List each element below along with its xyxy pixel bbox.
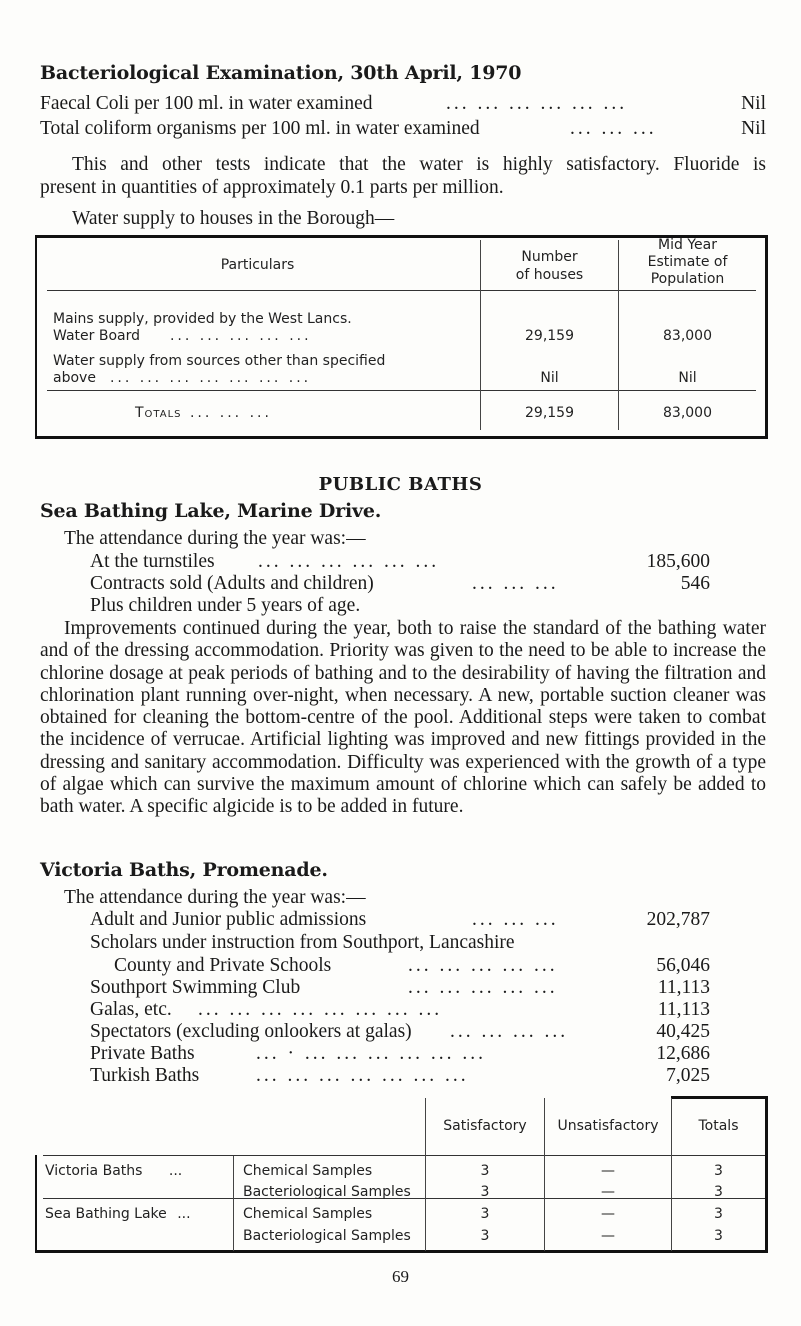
total-coliform-row [40,118,766,140]
row-value: 12,686 [656,1043,710,1064]
row-particulars-line1: Water supply from sources other than specified [53,353,386,369]
other-houses: Nil [540,370,559,386]
victoria-attendance-intro: The attendance during the year was:— [64,887,366,908]
row-label: County and Private Schools [114,955,332,976]
row-particulars-line2: above [53,370,96,386]
header-rule [43,1155,765,1156]
page-number: 69 [392,1267,409,1286]
row-label: At the turnstiles [90,551,215,572]
sea-row-contracts [90,573,710,595]
row-particulars-line1: Mains supply, provided by the West Lancs. [53,311,352,327]
col-divider-site [233,1156,234,1251]
row-total: 3 [714,1163,723,1179]
row-satisfactory: 3 [480,1163,490,1179]
victoria-row-scholars [90,932,710,954]
sea-attendance-intro: The attendance during the year was:— [64,528,366,549]
row-site-victoria [45,1163,182,1179]
sea-improvements-paragraph: Improvements continued during the year, both to raise the standard of the bathing water and of the dressing accommodation. Priority was given to the need to be able to increase the chlorine dosage at peak periods of bathing and to the desirability of having the filtration and chlorination plant running over-night, when necessary. A new, portable suction cleaner was obtained for cleaning the bottom-centre of the pool. Additional steps were taken to combat the incidence of verrucae. Artificial lighting was improved and new fittings provided in the dressing and sanitary accommodation. Difficulty was experienced with the growth of a type of algae which can survive the maximum amount of chlorine which can safely be added to bath water. A specific algicide is to be added in future. [40,618,766,818]
row-type: Bacteriological Samples [243,1184,411,1200]
row-type: Bacteriological Samples [243,1228,411,1244]
header-mid-year [619,237,756,288]
leader-dots: ... ... ... ... ... [408,955,558,976]
site-label: Sea Bathing Lake [45,1206,167,1222]
row-value: 7,025 [666,1065,710,1086]
sea-row-turnstiles [90,551,710,573]
row-value: 546 [680,573,710,594]
victoria-row-admissions [90,909,710,931]
header-number-houses [481,248,618,284]
totals-population: 83,000 [663,405,712,421]
row-value: 56,046 [656,955,710,976]
row-label: Turkish Baths [90,1065,200,1086]
row-label: Scholars under instruction from Southport, Lancashire [90,932,515,953]
totals-houses: 29,159 [525,405,574,421]
leader-dots: ... ... ... ... ... ... [446,93,628,114]
victoria-row-private-baths [90,1043,710,1065]
leader-dots: ... ... ... ... ... ... ... [256,1065,469,1086]
row-total: 3 [714,1184,723,1200]
totals-rule [47,390,756,391]
leader-dots: ... [177,1206,191,1222]
totals-label: Totals [135,405,182,421]
leader-dots: ... ... ... ... ... [169,328,312,344]
row-total: 3 [714,1228,723,1244]
header-mid-line1: Mid Year [658,237,717,253]
leader-dots: ... [168,1163,183,1179]
victoria-row-galas [90,999,710,1021]
victoria-row-swimming-club [90,977,710,999]
fluoride-para-line1: This and other tests indicate that the water is highly satisfactory. Fluoride is [72,154,766,175]
table-right-rule [765,1096,768,1253]
row-value: 185,600 [646,551,710,572]
row-type: Chemical Samples [243,1206,373,1222]
row-value: 11,113 [657,999,710,1020]
table-right-rule [765,235,768,439]
table-row-other-sources [53,353,385,387]
row-value: 11,113 [657,977,710,998]
row-value: Nil [741,93,766,114]
row-label: Galas, etc. [90,999,172,1020]
victoria-row-turkish-baths [90,1065,710,1087]
row-satisfactory: 3 [480,1184,490,1200]
row-label: Private Baths [90,1043,195,1064]
leader-dots: ... ... ... [189,405,272,421]
leader-dots: ... ... ... ... ... [408,977,558,998]
header-mid-line3: Population [650,271,725,287]
header-totals: Totals [698,1118,739,1134]
leader-dots: ... ... ... [472,573,559,594]
row-label: Adult and Junior public admissions [90,909,367,930]
row-value: Nil [741,118,766,139]
sea-under5-note: Plus children under 5 years of age. [90,595,361,616]
row-type: Chemical Samples [243,1163,373,1179]
site-label: Victoria Baths [45,1163,143,1179]
fluoride-para-line2: present in quantities of approximately 0.1 parts per million. [40,177,504,198]
row-label: Southport Swimming Club [90,977,301,998]
row-unsatisfactory: — [601,1206,615,1222]
header-unsatisfactory: Unsatisfactory [557,1118,659,1134]
row-total: 3 [714,1206,723,1222]
water-supply-table [35,235,768,439]
row-value: 202,787 [646,909,710,930]
victoria-row-spectators [90,1021,710,1043]
leader-dots: ... ... ... ... [450,1021,569,1042]
leader-dots: ... ... ... [570,118,657,139]
row-unsatisfactory: — [601,1228,615,1244]
row-satisfactory: 3 [480,1206,490,1222]
row-unsatisfactory: — [601,1163,615,1179]
leader-dots: ... · ... ... ... ... ... ... [256,1043,486,1064]
bacteriological-heading: Bacteriological Examination, 30th April, 1970 [40,62,522,84]
header-satisfactory: Satisfactory [443,1118,527,1134]
row-site-sea-lake [45,1206,191,1222]
header-number-line1: Number [521,249,578,265]
row-label: Spectators (excluding onlookers at galas) [90,1021,412,1042]
table-bottom-rule [35,1250,768,1253]
row-label: Total coliform organisms per 100 ml. in water examined [40,118,480,139]
samples-table [35,1096,768,1253]
table-bottom-rule [35,436,768,439]
table-row-mains [53,311,352,345]
mains-houses: 29,159 [525,328,574,344]
victoria-baths-heading: Victoria Baths, Promenade. [40,859,328,881]
header-particulars: Particulars [220,257,295,273]
table-left-rule [35,1155,37,1253]
mains-population: 83,000 [663,328,712,344]
row-label: Contracts sold (Adults and children) [90,573,374,594]
row-unsatisfactory: — [601,1184,615,1200]
faecal-coli-row [40,93,766,115]
victoria-row-schools [90,955,710,977]
leader-dots: ... ... ... [472,909,559,930]
water-supply-intro: Water supply to houses in the Borough— [72,208,395,229]
totals-label-cell [135,405,272,421]
header-mid-line2: Estimate of [647,254,728,270]
leader-dots: ... ... ... ... ... ... ... ... [198,999,443,1020]
header-number-line2: of houses [515,267,584,283]
sea-bathing-heading: Sea Bathing Lake, Marine Drive. [40,500,382,522]
public-baths-title: PUBLIC BATHS [318,474,483,495]
leader-dots: ... ... ... ... ... ... ... [109,370,312,386]
row-label: Faecal Coli per 100 ml. in water examined [40,93,373,114]
leader-dots: ... ... ... ... ... ... [258,551,440,572]
row-satisfactory: 3 [480,1228,490,1244]
row-particulars-line2: Water Board [53,328,140,344]
table-top-rule [671,1096,768,1099]
row-value: 40,425 [656,1021,710,1042]
header-rule [47,290,756,291]
other-population: Nil [678,370,697,386]
